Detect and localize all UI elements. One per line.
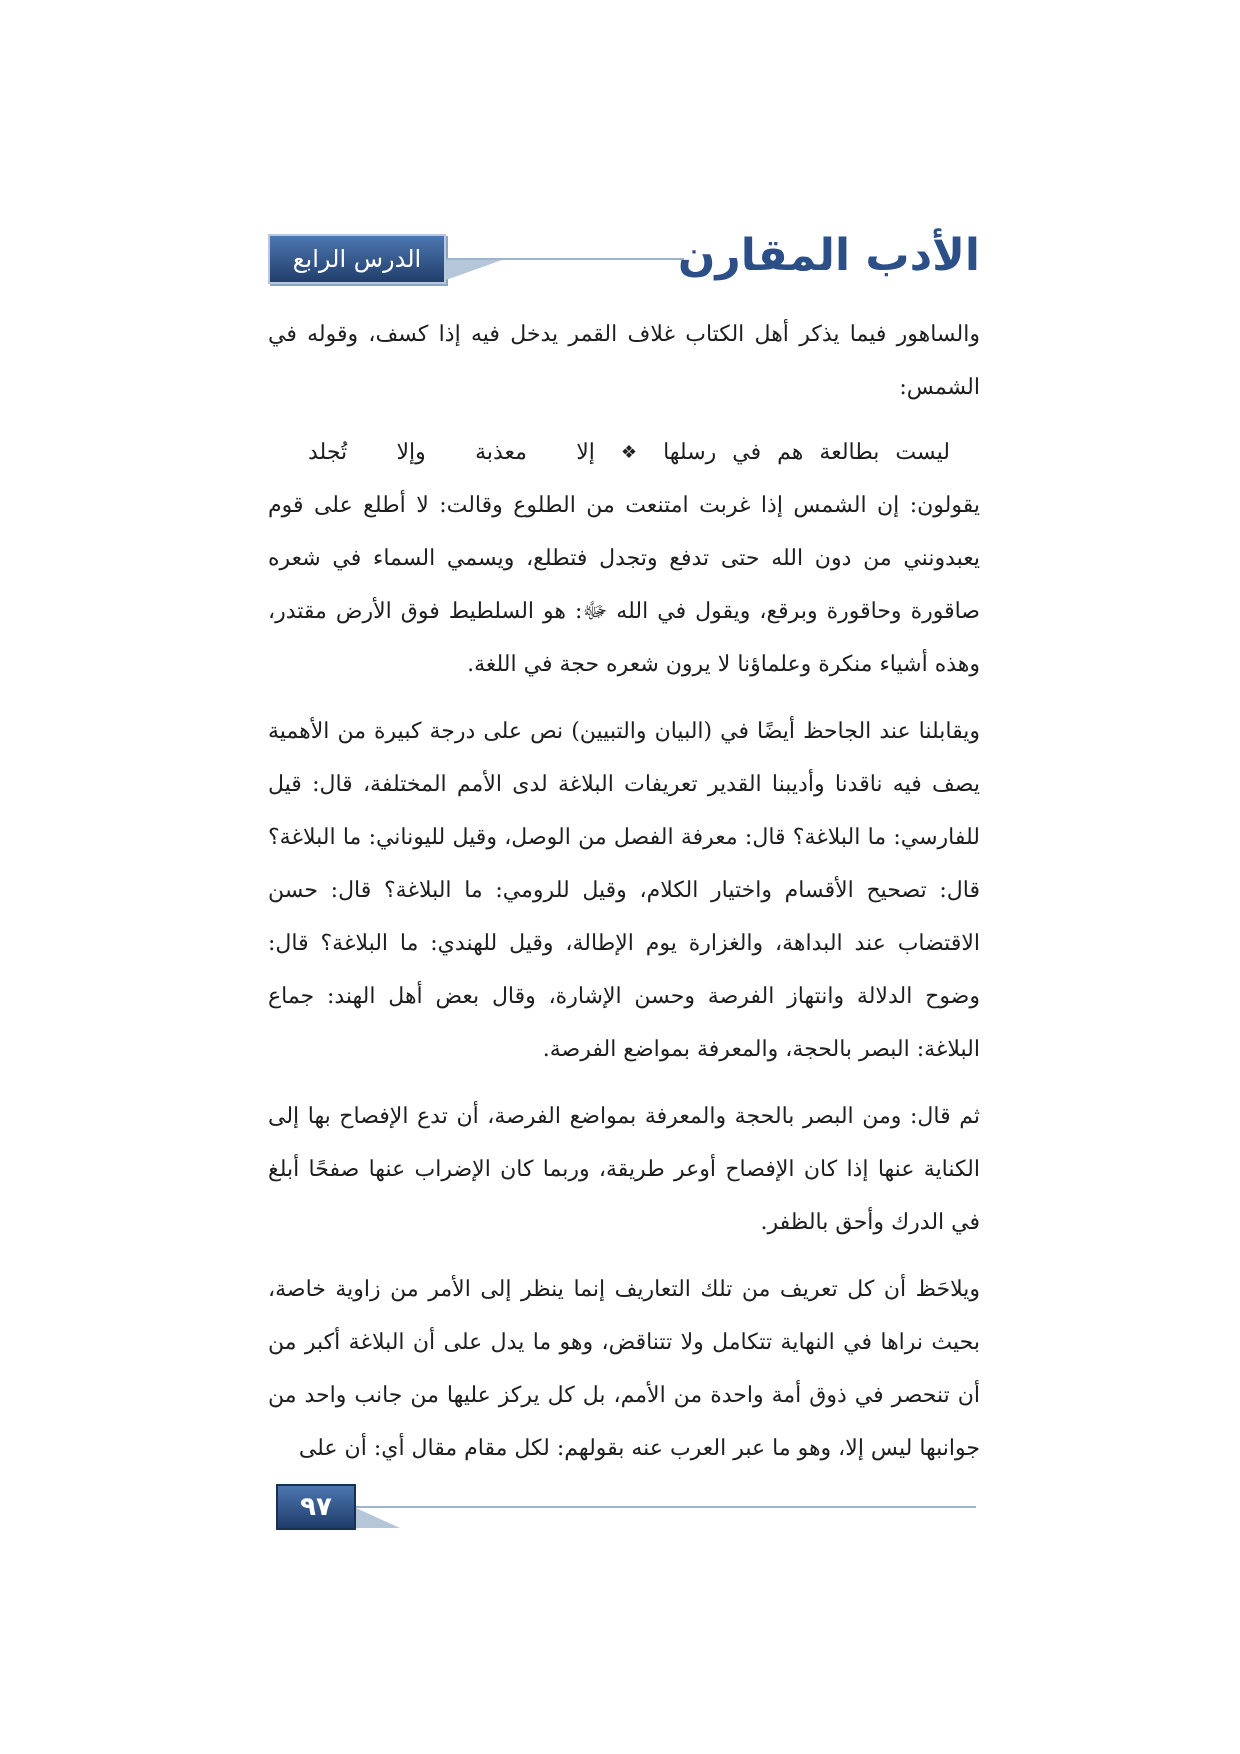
verse-word: وإلا [396, 440, 426, 465]
page-body [268, 308, 980, 1489]
header-divider [446, 258, 684, 260]
lesson-badge-label: الدرس الرابع [292, 245, 422, 273]
verse-word: هم [777, 440, 804, 465]
verse-word: معذبة [475, 440, 527, 465]
paragraph-4: ثم قال: ومن البصر بالحجة والمعرفة بمواضع الفرصة، أن تدع الإفصاح بها إلى الكناية عنها إذا كان الإفصاح أوعر طريقة، وربما كان الإضراب عنها صفحًا أبلغ في الدرك وأحق بالظفر. [268, 1104, 980, 1235]
paragraph-1: والساهور فيما يذكر أهل الكتاب غلاف القمر يدخل فيه إذا كسف، وقوله في الشمس: [268, 322, 980, 400]
paragraph-2: يقولون: إن الشمس إذا غربت امتنعت من الطلوع وقالت: لا أطلع على قوم يعبدونني من دون الله حتى تدفع وتجدل فتطلع، ويسمي السماء في شعره صاقورة وحاقورة وبرقع، ويقول في الله ﷻ: هو السلطيط فوق الأرض مقتدر، وهذه أشياء منكرة وعلماؤنا لا يرون شعره حجة في اللغة. [268, 493, 980, 677]
verse-word: إلا [576, 440, 595, 465]
footer-divider [356, 1506, 976, 1508]
verse-word: بطالعة [819, 440, 880, 465]
page-footer [276, 1484, 976, 1534]
verse-separator-icon: ❖ [620, 442, 638, 463]
lesson-badge [268, 234, 446, 284]
page-header [268, 228, 980, 296]
header-decoration [446, 260, 502, 280]
verse-word: رسلها [663, 440, 717, 465]
verse-word: ليست [895, 440, 950, 465]
paragraph-5: ويلاحَظ أن كل تعريف من تلك التعاريف إنما ينظر إلى الأمر من زاوية خاصة، بحيث نراها في النهاية تتكامل ولا تتناقض، وهو ما يدل على أن البلاغة أكبر من أن تنحصر في ذوق أمة واحدة من الأمم، بل كل يركز عليها من جانب واحد من جوانبها ليس إلا، وهو ما عبر العرب عنه بقولهم: لكل مقام مقال أي: أن على [268, 1277, 980, 1461]
footer-decoration [356, 1508, 400, 1528]
page-number: ٩٧ [276, 1484, 356, 1530]
book-title: الأدب المقارن [677, 230, 980, 281]
verse-word: في [732, 440, 762, 465]
verse-word: تُجلد [307, 440, 348, 465]
verse-first-hemistich [663, 426, 950, 479]
verse-second-hemistich [308, 426, 595, 479]
poetry-verse [268, 426, 980, 479]
paragraph-3: ويقابلنا عند الجاحظ أيضًا في (البيان والتبيين) نص على درجة كبيرة من الأهمية يصف فيه ناقدنا وأديبنا القدير تعريفات البلاغة لدى الأمم المختلفة، قال: قيل للفارسي: ما البلاغة؟ قال: معرفة الفصل من الوصل، وقيل لليوناني: ما البلاغة؟ قال: تصحيح الأقسام واختيار الكلام، وقيل للرومي: ما البلاغة؟ قال: حسن الاقتضاب عند البداهة، والغزارة يوم الإطالة، وقيل للهندي: ما البلاغة؟ قال: وضوح الدلالة وانتهاز الفرصة وحسن الإشارة، وقال بعض أهل الهند: جماع البلاغة: البصر بالحجة، والمعرفة بمواضع الفرصة. [268, 719, 980, 1062]
